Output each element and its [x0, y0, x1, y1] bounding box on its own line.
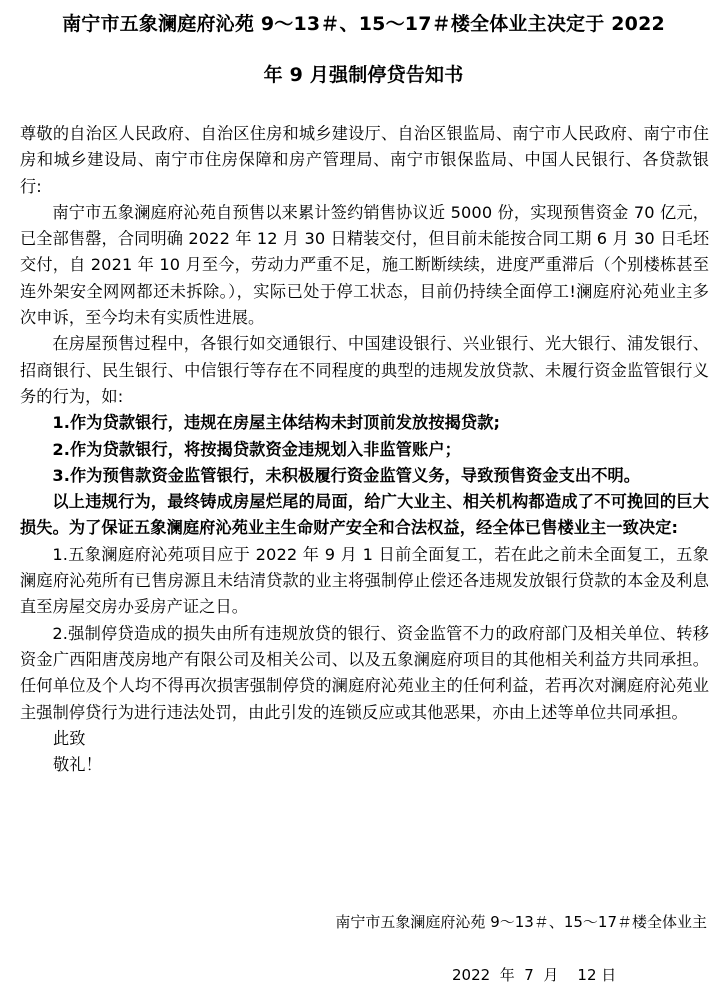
- decision-item-1: 1.五象澜庭府沁苑项目应于 2022 年 9 月 1 日前全面复工，若在此之前未全面复工，五象澜庭府沁苑所有已售房源且未结清贷款的业主将强制停止偿还各违规发放银行贷款的本金及利息直至房屋交房办妥房产证之日。: [20, 544, 709, 617]
- decision-item-2: 2.强制停贷造成的损失由所有违规放贷的银行、资金监管不力的政府部门及相关单位、转移资金广西阳唐茂房地产有限公司及相关公司、以及五象澜庭府项目的其他相关利益方共同承担。任何单位及个人均不得再次损害强制停贷的澜庭府沁苑业主的任何利益，若再次对澜庭府沁苑业主强制停贷行为进行违法处罚，由此引发的连锁反应或其他恶果，亦由上述等单位共同承担。: [20, 623, 709, 722]
- paragraph-decision-intro: 以上违规行为，最终铸成房屋烂尾的局面，给广大业主、相关机构都造成了不可挽回的巨大损失。为了保证五象澜庭府沁苑业主生命财产安全和合法权益，经全体已售楼业主一致决定:: [20, 492, 709, 538]
- violation-item: 3.作为预售款资金监管银行，未积极履行资金监管义务，导致预售资金支出不明。: [52, 465, 641, 485]
- signature: 南宁市五象澜庭府沁苑 9～13＃、15～17＃楼全体业主: [335, 913, 707, 931]
- closing-phrase: 此致: [53, 728, 86, 748]
- paragraph-bank-violations: 在房屋预售过程中，各银行如交通银行、中国建设银行、兴业银行、光大银行、浦发银行、招商银行、民生银行、中信银行等存在不同程度的典型的违规发放贷款、未履行资金监管银行义务的行为，如:: [20, 334, 709, 406]
- letter-body: [20, 121, 709, 778]
- violation-item: 1.作为贷款银行，违规在房屋主体结构未封顶前发放按揭贷款;: [52, 413, 501, 433]
- document-title-line-2: 年 9 月强制停贷告知书: [263, 64, 464, 86]
- closing-greeting: 敬礼！: [53, 755, 102, 775]
- salutation: 尊敬的自治区人民政府、自治区住房和城乡建设厅、自治区银监局、南宁市人民政府、南宁市住房和城乡建设局、南宁市住房保障和房产管理局、南宁市银保监局、中国人民银行、各贷款银行:: [20, 124, 709, 196]
- violation-item: 2.作为贷款银行，将按揭贷款资金违规划入非监管账户；: [52, 439, 461, 459]
- paragraph-background: 南宁市五象澜庭府沁苑自预售以来累计签约销售协议近 5000 份，实现预售资金 70 亿元，已全部售罄，合同明确 2022 年 12 月 30 日精装交付，但目前未能按合同工期 6 月 30 日毛坯交付，自 2021 年 10 月至今，劳动力严重不足，施工断断续续，进度严重滞后（个别楼栋甚至连外架安全网网都还未拆除。），实际已处于停工状态，目前仍持续全面停工!澜庭府沁苑业主多次申诉，至今均未有实质性进展。: [20, 202, 709, 328]
- date: 2022 年 7 月 12 日: [452, 966, 617, 984]
- document-title-line-1: 南宁市五象澜庭府沁苑 9～13＃、15～17＃楼全体业主决定于 2022: [62, 13, 665, 35]
